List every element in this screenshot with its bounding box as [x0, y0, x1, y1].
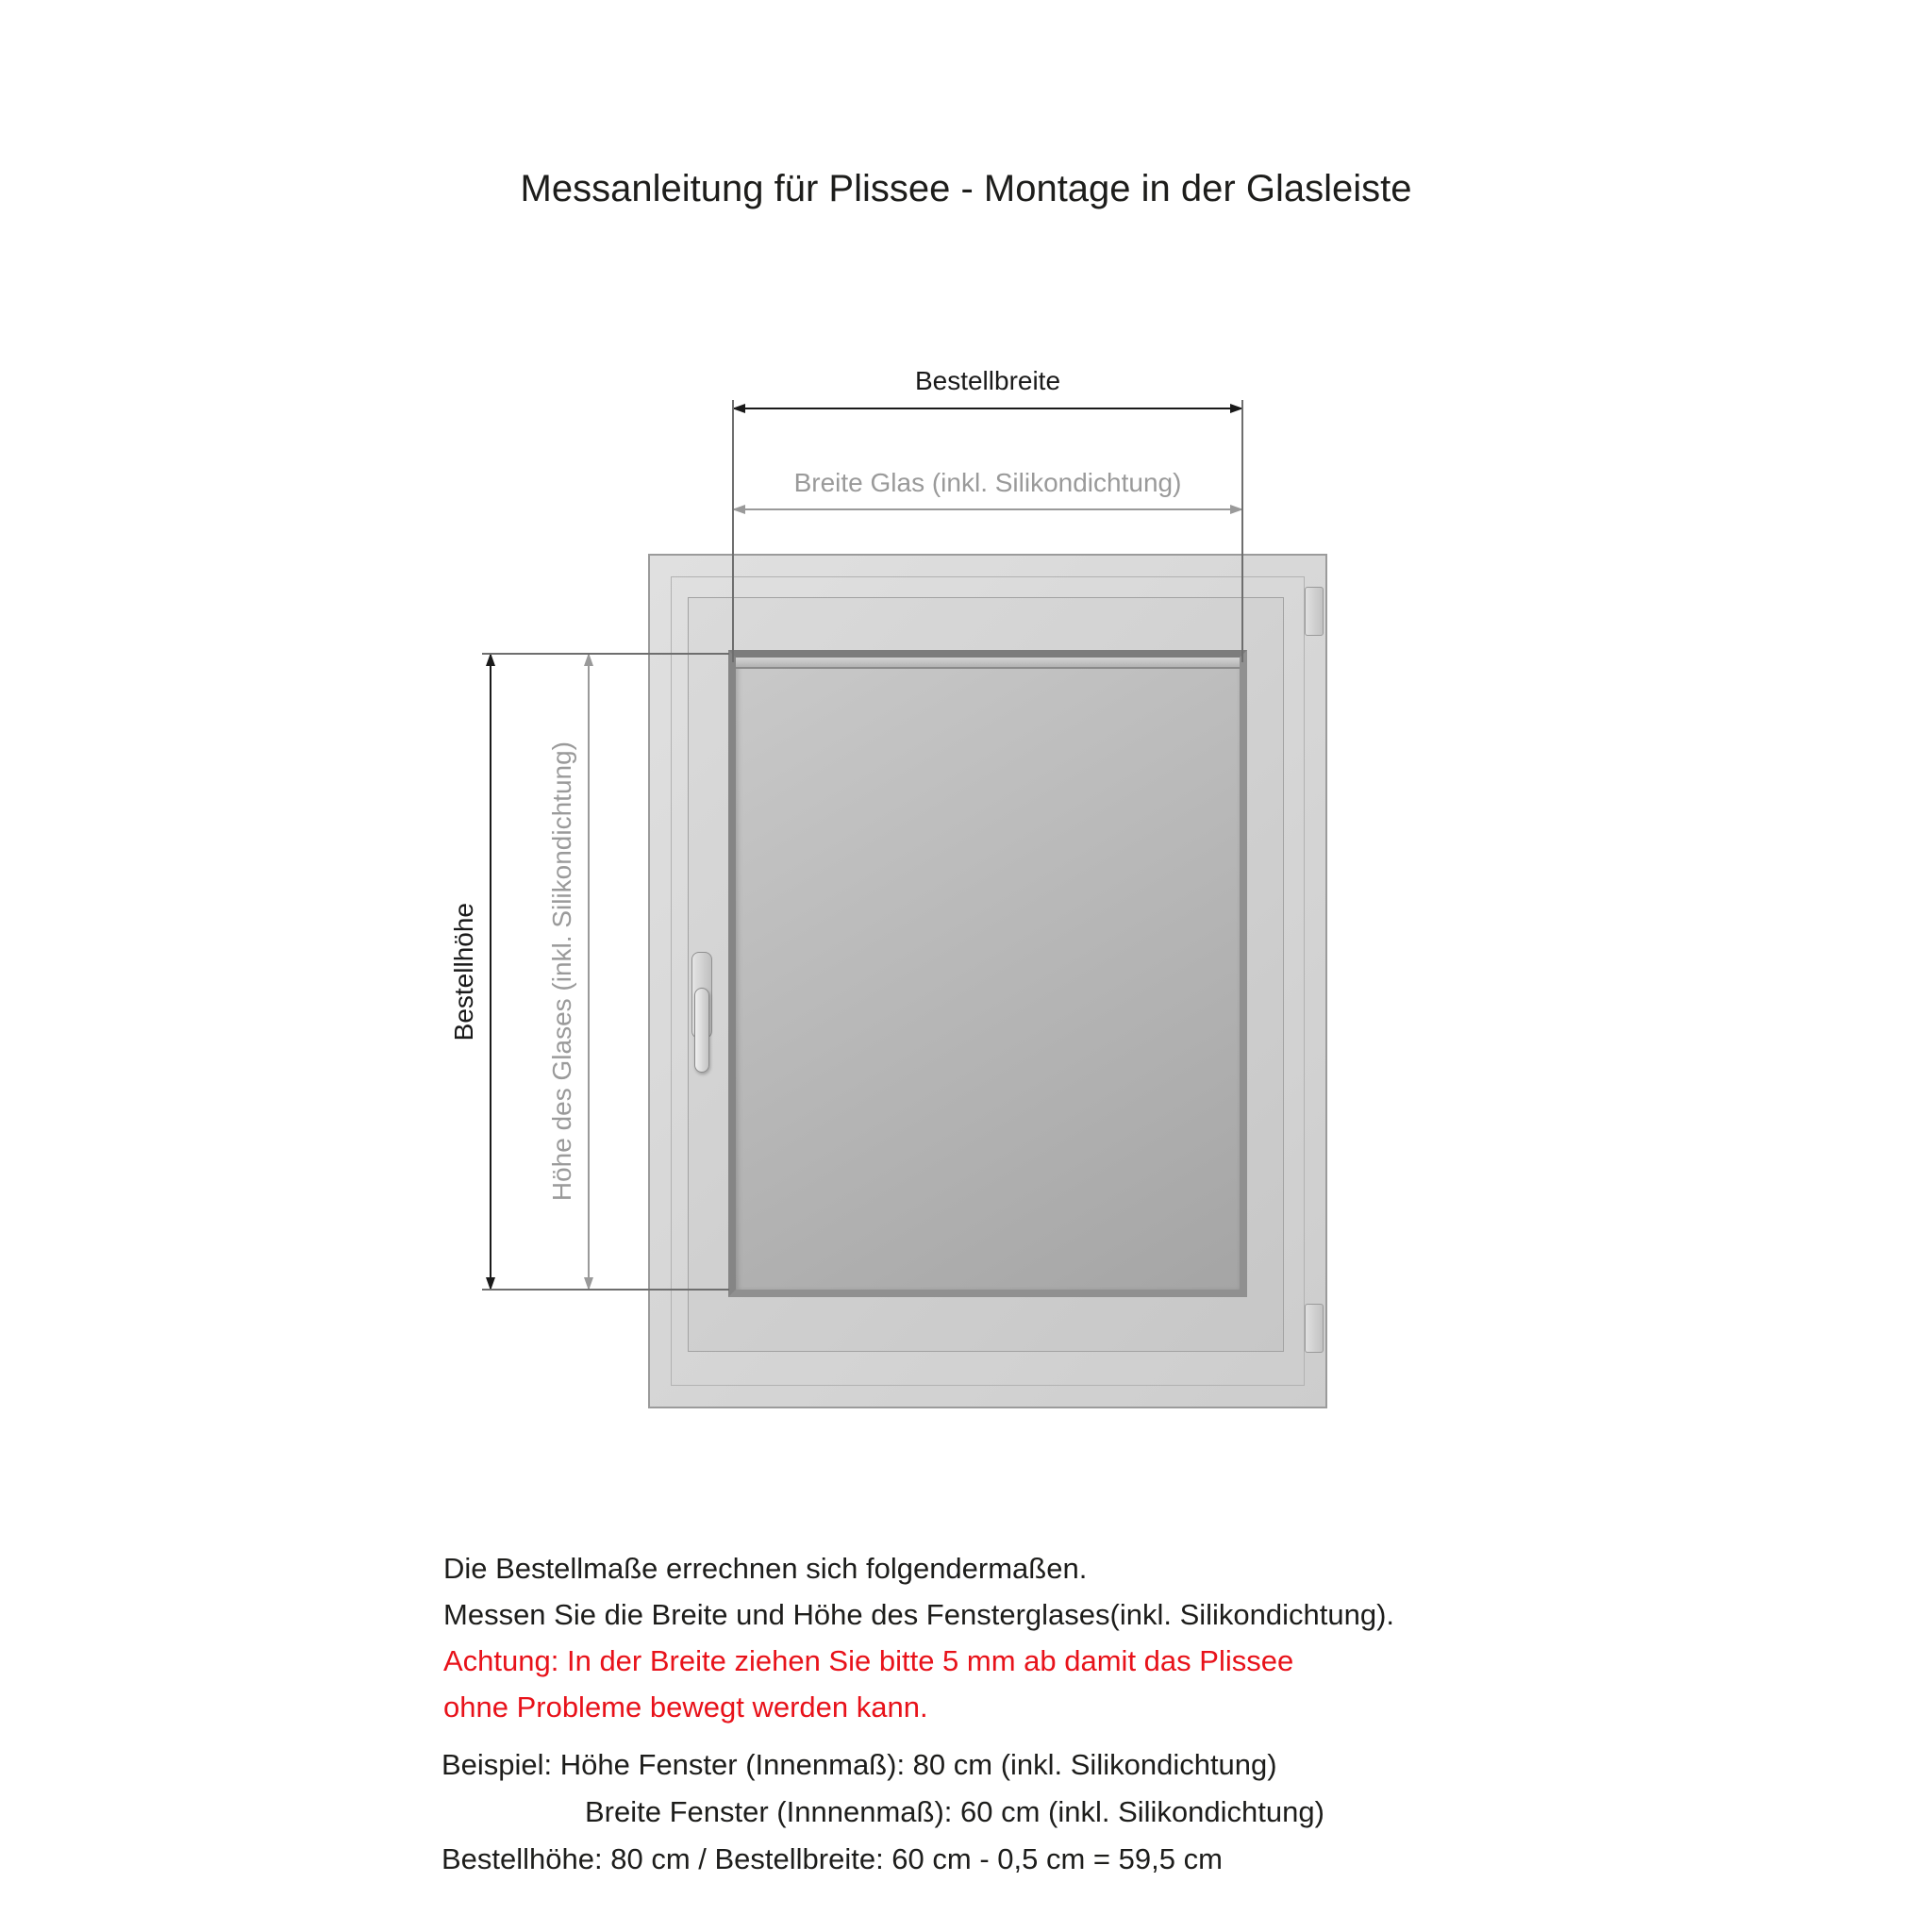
example-line-2: Breite Fenster (Innnenmaß): 60 cm (inkl. Silikondichtung) [585, 1795, 1324, 1828]
window-glass [728, 650, 1247, 1297]
warning-line-2: ohne Probleme bewegt werden kann. [443, 1690, 928, 1724]
height-extension-line-bottom [482, 1289, 729, 1291]
instruction-line-1: Die Bestellmaße errechnen sich folgendermaßen. [443, 1552, 1088, 1585]
order-height-arrow [490, 654, 491, 1290]
glass-height-label: Höhe des Glases (inkl. Silikondichtung) [547, 741, 576, 1202]
plissee-top-rail [736, 658, 1240, 669]
hinge-top [1305, 587, 1324, 636]
example-text [441, 1741, 1324, 1883]
glass-height-label-wrap [545, 654, 579, 1290]
instruction-line-2: Messen Sie die Breite und Höhe des Fensterglases(inkl. Silikondichtung). [443, 1598, 1395, 1631]
height-extension-line-top [482, 653, 729, 655]
instruction-text [443, 1545, 1394, 1730]
example-line-1: Beispiel: Höhe Fenster (Innenmaß): 80 cm (inkl. Silikondichtung) [441, 1748, 1277, 1781]
order-width-label: Bestellbreite [914, 366, 1061, 395]
order-height-label-wrap [447, 654, 481, 1290]
order-height-label: Bestellhöhe [449, 902, 478, 1041]
glass-width-arrow [733, 508, 1242, 510]
glass-height-arrow [588, 654, 590, 1290]
glass-width-label: Breite Glas (inkl. Silikondichtung) [793, 468, 1182, 497]
window-handle [694, 988, 709, 1073]
window-frame [648, 554, 1327, 1408]
example-line-3: Bestellhöhe: 80 cm / Bestellbreite: 60 cm - 0,5 cm = 59,5 cm [441, 1842, 1223, 1875]
hinge-bottom [1305, 1304, 1324, 1353]
warning-line-1: Achtung: In der Breite ziehen Sie bitte 5 mm ab damit das Plissee [443, 1644, 1294, 1677]
page-title: Messanleitung für Plissee - Montage in der Glasleiste [520, 168, 1412, 209]
width-extension-line-left [732, 400, 734, 662]
width-extension-line-right [1241, 400, 1243, 662]
order-width-arrow [733, 408, 1242, 409]
